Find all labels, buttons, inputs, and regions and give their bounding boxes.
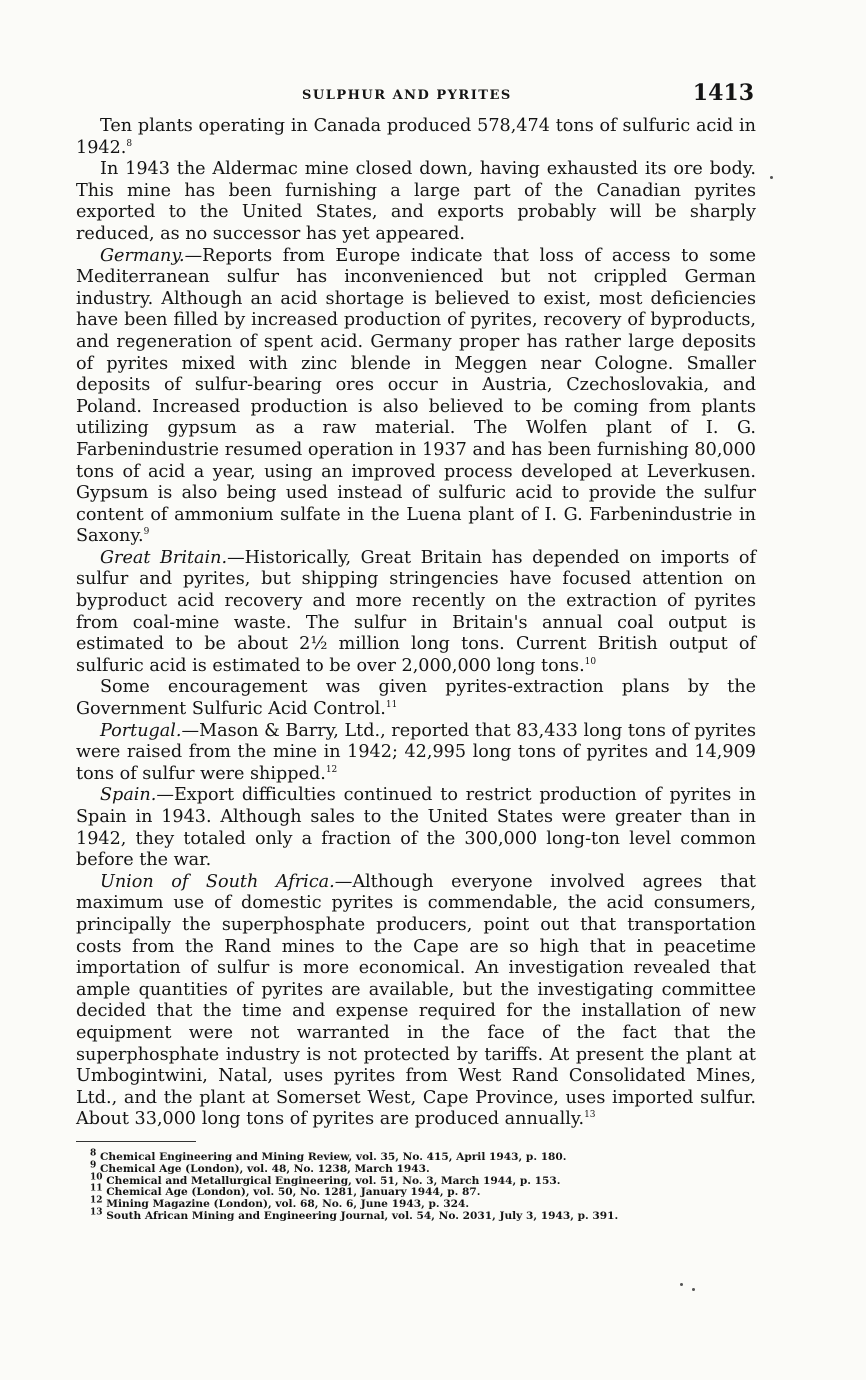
footnote: $^{12}$ Mining Magazine (London), vol. 68, No. 6, June 1943, p. 324.	[90, 1195, 470, 1211]
page-header	[76, 80, 756, 116]
body-text	[76, 116, 756, 1131]
paragraph: Union of South Africa.—Although everyone involved agrees that maximum use of domestic pyrites is commendable, the acid consumers, principally the superphosphate producers, point out that transportation costs from the Rand mines to the Cape are so high that in peacetime importation of sulfur is more economical. An investigation revealed that ample quantities of pyrites are available, but the investigating committee decided that the time and expense required for the installation of new equipment were not warranted in the face of the fact that the superphosphate industry is not protected by tariffs. At present the plant at Umbogintwini, Natal, uses pyrites from West Rand Consolidated Mines, Ltd., and the plant at Somerset West, Cape Province, uses imported sulfur. About 33,000 long tons of pyrites are produced annually.$^{13}$	[76, 871, 756, 1130]
section-lead: Portugal.	[100, 720, 182, 741]
footnote-ref: 10	[584, 656, 597, 667]
paragraph: Germany.—Reports from Europe indicate that loss of access to some Mediterranean sulfur has inconvenienced but not crippled German industry. Although an acid shortage is believed to exist, most deficiencies have been filled by increased production of pyrites, recovery of byproducts, and regeneration of spent acid. Germany proper has rather large deposits of pyrites mixed with zinc blende in Meggen near Cologne. Smaller deposits of sulfur-bearing ores occur in Austria, Czechoslovakia, and Poland. Increased production is also believed to be coming from plants utilizing gypsum as a raw material. The Wolfen plant of I. G. Farbenindustrie resumed operation in 1937 and has been furnishing 80,000 tons of acid a year, using an improved process developed at Leverkusen. Gypsum is also being used instead of sulfuric acid to provide the sulfur content of ammonium sulfate in the Luena plant of I. G. Farbenindustrie in Saxony.$^9$	[76, 245, 756, 547]
footnote: $^9$ Chemical Age (London), vol. 48, No. 1238, March 1943.	[90, 1160, 430, 1175]
footnote-ref: 13	[584, 1110, 596, 1121]
page-number: 1413	[692, 80, 754, 106]
book-page	[76, 80, 756, 1223]
paragraph: Ten plants operating in Canada produced 578,474 tons of sulfuric acid in 1942.$^8$	[76, 116, 756, 158]
section-lead: Germany.	[100, 245, 185, 266]
paragraph: Portugal.—Mason & Barry, Ltd., reported that 83,433 long tons of pyrites were raised from the mine in 1942; 42,995 long tons of pyrites and 14,909 tons of sulfur were shipped.$^{12}$	[76, 720, 756, 784]
paragraph: Some encouragement was given pyrites-extraction plans by the Government Sulfuric Acid Control.$^{11}$	[76, 677, 756, 720]
scan-speck	[770, 176, 773, 179]
paragraph: Great Britain.—Historically, Great Britain has depended on imports of sulfur and pyrites, but shipping stringencies have focused attention on byproduct acid recovery and more recently on the extraction of pyrites from coal-mine waste. The sulfur in Britain's annual coal output is estimated to be about 2½ million long tons. Current British output of sulfuric acid is estimated to be over 2,000,000 long tons.$^{10}$	[76, 547, 756, 676]
section-lead: Spain.	[100, 785, 157, 806]
footnotes	[76, 1148, 756, 1223]
footnote: $^{10}$ Chemical and Metallurgical Engineering, vol. 51, No. 3, March 1944, p. 153.	[90, 1171, 561, 1187]
footnote-ref: 11	[385, 700, 398, 711]
footnote-ref: 9	[143, 527, 150, 538]
section-lead: Great Britain.	[100, 547, 228, 568]
scan-speck	[680, 1283, 683, 1286]
scan-speck	[692, 1288, 695, 1291]
running-title: SULPHUR AND PYRITES	[302, 88, 512, 103]
footnote-ref: 12	[325, 764, 338, 775]
footnote: $^{11}$ Chemical Age (London), vol. 50, No. 1281, January 1944, p. 87.	[90, 1183, 481, 1199]
footnote-rule	[76, 1141, 196, 1148]
paragraph: In 1943 the Aldermac mine closed down, having exhausted its ore body. This mine has been furnishing a large part of the Canadian pyrites exported to the United States, and exports probably will be sharply reduced, as no successor has yet appeared.	[76, 159, 756, 244]
footnote: $^8$ Chemical Engineering and Mining Review, vol. 35, No. 415, April 1943, p. 180.	[90, 1148, 567, 1163]
footnote-ref: 8	[126, 138, 133, 149]
paragraph: Spain.—Export difficulties continued to restrict production of pyrites in Spain in 1943. Although sales to the United States were greater than in 1942, they totaled only a fraction of the 300,000 long-ton level common before the war.	[76, 785, 756, 871]
section-lead: Union of South Africa.	[100, 871, 335, 892]
footnote: $^{13}$ South African Mining and Engineering Journal, vol. 54, No. 2031, July 3, 1943, p. 391.	[90, 1207, 619, 1222]
